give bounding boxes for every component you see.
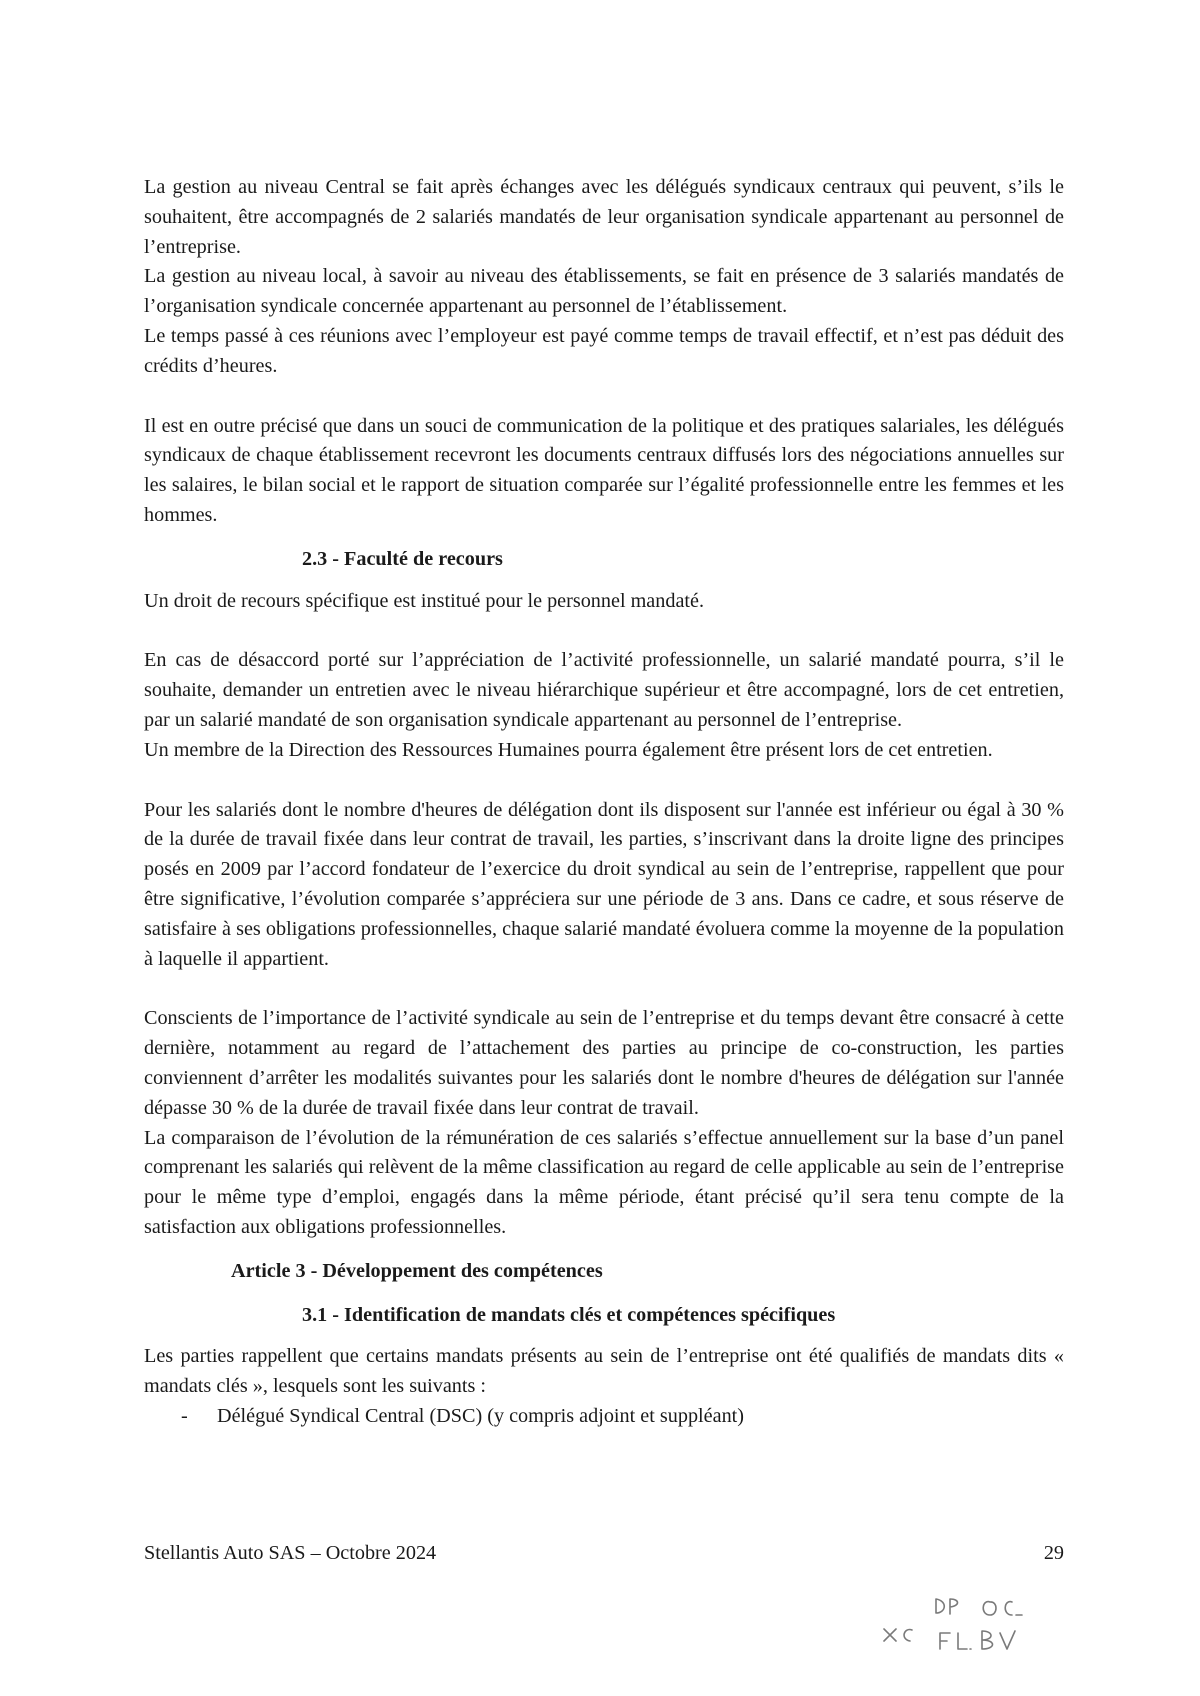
section-heading-2-3: 2.3 - Faculté de recours — [302, 547, 503, 570]
initials-fl — [940, 1633, 971, 1649]
paragraph-disagreement: En cas de désaccord porté sur l’appréciation de l’activité professionnelle, un salarié mandaté pourra, s’il le souhaite, demander un entretien avec le niveau hiérarchique supérieur et être accompagné, lors de cet entretien, par un salarié mandaté de son organisation syndicale appartenant au personnel de l’entreprise. — [144, 649, 1064, 731]
paragraph-under-30-percent: Pour les salariés dont le nombre d'heures de délégation dont ils disposent sur l'année est inférieur ou égal à 30 % de la durée de travail fixée dans leur contrat de travail, les parties, s’inscrivant dans la droite ligne des principes posés en 2009 par l’accord fondateur de l’exercice du droit syndical au sein de l’entreprise, rappellent que pour être significative, l’évolution comparée s’appréciera sur une période de 3 ans. Dans ce cadre, et sous réserve de satisfaire à ses obligations professionnelles, chaque salarié mandaté évoluera comme la moyenne de la population à laquelle il appartient. — [144, 798, 1064, 970]
initials-oc — [983, 1602, 1022, 1615]
initials-bv — [982, 1631, 1015, 1649]
key-mandates-list — [144, 1402, 1064, 1432]
paragraph-hr-member: Un membre de la Direction des Ressources Humaines pourra également être présent lors de cet entretien. — [144, 738, 993, 761]
list-bullet: - — [181, 1404, 188, 1427]
list-item-text: Délégué Syndical Central (DSC) (y compris adjoint et suppléant) — [217, 1404, 744, 1427]
article-heading-3: Article 3 - Développement des compétences — [231, 1259, 603, 1282]
paragraph-central-management: La gestion au niveau Central se fait après échanges avec les délégués syndicaux centraux qui peuvent, s’ils le souhaitent, être accompagnés de 2 salariés mandatés de leur organisation syndicale appartenant au personnel de l’entreprise. — [144, 176, 1064, 258]
page-footer — [144, 1539, 1064, 1569]
initials-dp — [936, 1599, 958, 1614]
paragraph-meeting-time: Le temps passé à ces réunions avec l’employeur est payé comme temps de travail effectif, et n’est pas déduit des crédits d’heures. — [144, 324, 1064, 377]
section-heading-3-1: 3.1 - Identification de mandats clés et compétences spécifiques — [302, 1303, 836, 1326]
handwritten-initials — [870, 1585, 1070, 1665]
list-item — [144, 1402, 1064, 1432]
footer-company-date: Stellantis Auto SAS – Octobre 2024 — [144, 1542, 437, 1564]
paragraph-remuneration-comparison: La comparaison de l’évolution de la rémunération de ces salariés s’effectue annuellement sur la base d’un panel comprenant les salariés qui relèvent de la même classification au regard de celle applicable au sein de l’entreprise pour le même type d’emploi, engagés dans la même période, étant précisé qu’il sera tenu compte de la satisfaction aux obligations professionnelles. — [144, 1126, 1064, 1238]
paragraph-key-mandates: Les parties rappellent que certains mandats présents au sein de l’entreprise ont été qualifiés de mandats dits « mandats clés », lesquels sont les suivants : — [144, 1345, 1064, 1398]
paragraph-over-30-percent: Conscients de l’importance de l’activité syndicale au sein de l’entreprise et du temps devant être consacré à cette dernière, notamment au regard de l’attachement des parties au principe de co-construction, les parties conviennent d’arrêter les modalités suivantes pour les salariés dont le nombre d'heures de délégation sur l'année dépasse 30 % de la durée de travail fixée dans leur contrat de travail. — [144, 1007, 1064, 1119]
page-number: 29 — [1043, 1542, 1064, 1564]
document-body — [144, 173, 1064, 1432]
paragraph-communication: Il est en outre précisé que dans un souci de communication de la politique et des pratiques salariales, les délégués syndicaux de chaque établissement recevront les documents centraux diffusés lors des négociations annuelles sur les salaires, le bilan social et le rapport de situation comparée sur l’égalité professionnelle entre les femmes et les hommes. — [144, 414, 1064, 526]
paragraph-local-management: La gestion au niveau local, à savoir au niveau des établissements, se fait en présence de 3 salariés mandatés de l’organisation syndicale concernée appartenant au personnel de l’établissement. — [144, 265, 1064, 318]
initials-xc — [884, 1629, 912, 1641]
paragraph-recourse-right: Un droit de recours spécifique est institué pour le personnel mandaté. — [144, 589, 705, 612]
